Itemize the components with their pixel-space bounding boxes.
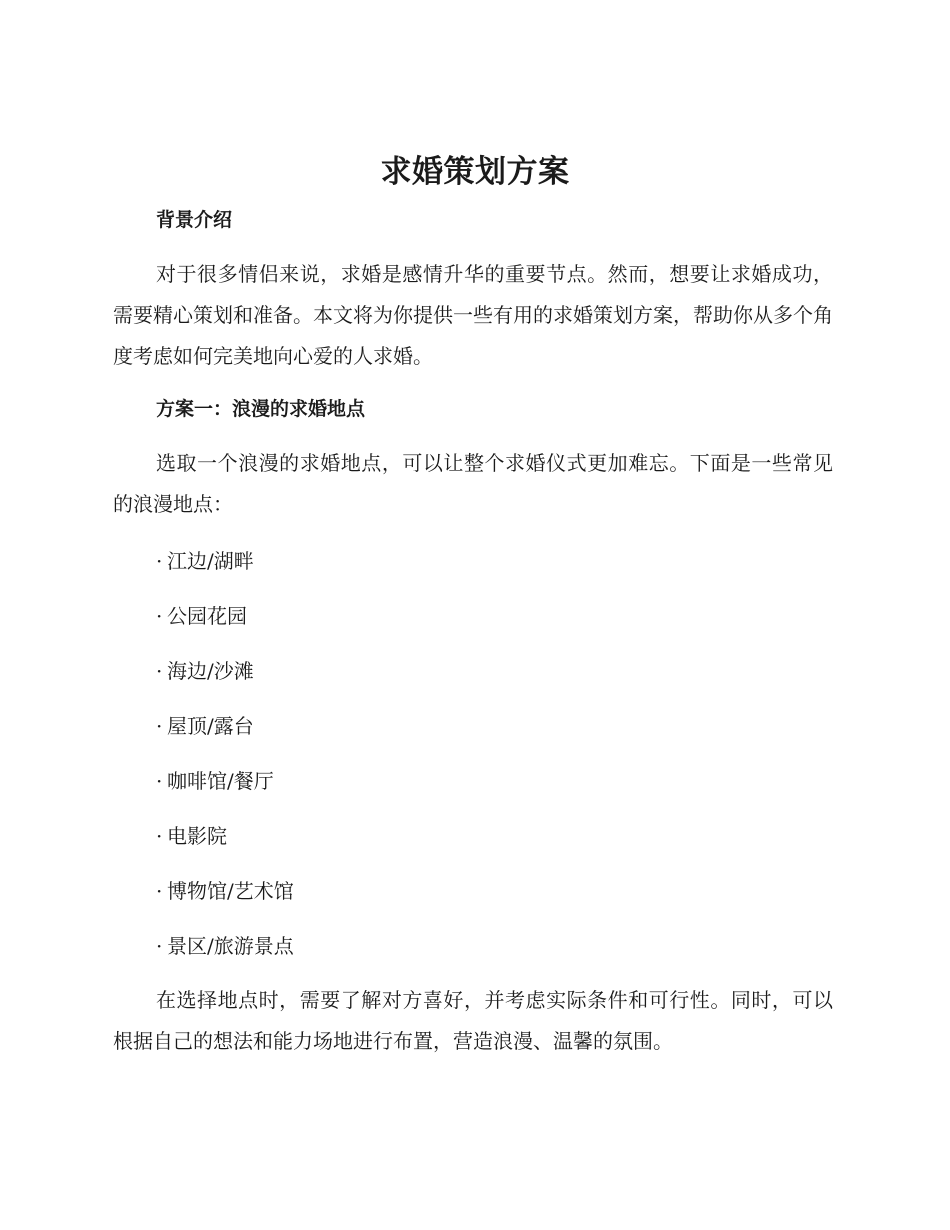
list-item-label: 江边/湖畔 bbox=[167, 549, 254, 573]
bullet-icon: · bbox=[156, 604, 163, 628]
list-item-label: 公园花园 bbox=[167, 604, 247, 628]
list-item bbox=[156, 754, 833, 809]
list-item-label: 景区/旅游景点 bbox=[167, 934, 294, 958]
list-item bbox=[156, 644, 833, 699]
list-item bbox=[156, 534, 833, 589]
bullet-icon: · bbox=[156, 714, 163, 738]
bullet-icon: · bbox=[156, 659, 163, 683]
plan-one-outro-paragraph: 在选择地点时，需要了解对方喜好，并考虑实际条件和可行性。同时，可以根据自己的想法和能力场地进行布置，营造浪漫、温馨的氛围。 bbox=[113, 988, 833, 1053]
list-item-label: 海边/沙滩 bbox=[167, 659, 254, 683]
background-paragraph: 对于很多情侣来说，求婚是感情升华的重要节点。然而，想要让求婚成功，需要精心策划和准备。本文将为你提供一些有用的求婚策划方案，帮助你从多个角度考虑如何完美地向心爱的人求婚。 bbox=[113, 262, 833, 368]
list-item bbox=[156, 589, 833, 644]
romantic-location-list bbox=[113, 534, 833, 974]
section-heading-plan-one: 方案一：浪漫的求婚地点 bbox=[156, 398, 366, 420]
bullet-icon: · bbox=[156, 879, 163, 903]
list-item-label: 咖啡馆/餐厅 bbox=[167, 769, 274, 793]
plan-one-intro-paragraph: 选取一个浪漫的求婚地点，可以让整个求婚仪式更加难忘。下面是一些常见的浪漫地点： bbox=[113, 451, 833, 516]
list-item-label: 电影院 bbox=[167, 824, 227, 848]
bullet-icon: · bbox=[156, 934, 163, 958]
document-title: 求婚策划方案 bbox=[380, 154, 570, 190]
bullet-icon: · bbox=[156, 824, 163, 848]
list-item bbox=[156, 699, 833, 754]
list-item bbox=[156, 809, 833, 864]
list-item bbox=[156, 864, 833, 919]
list-item-label: 屋顶/露台 bbox=[167, 714, 254, 738]
document-body bbox=[113, 200, 833, 1062]
section-heading-background: 背景介绍 bbox=[156, 209, 233, 231]
bullet-icon: · bbox=[156, 769, 163, 793]
list-item-label: 博物馆/艺术馆 bbox=[167, 879, 294, 903]
list-item bbox=[156, 919, 833, 974]
bullet-icon: · bbox=[156, 549, 163, 573]
